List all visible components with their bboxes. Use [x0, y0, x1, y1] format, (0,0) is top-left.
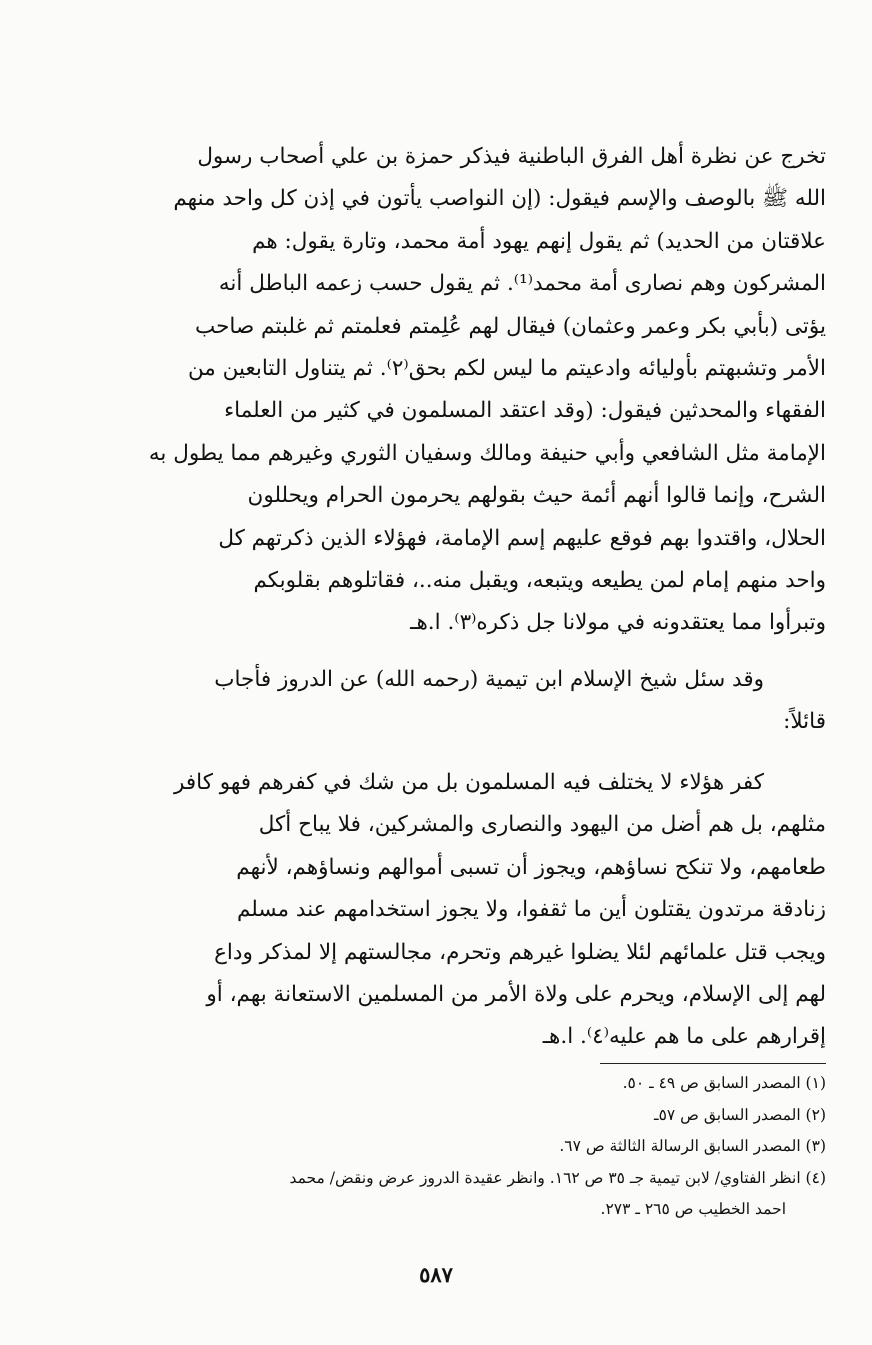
- paragraph-3-quote: [128, 762, 826, 1059]
- text-line: طعامهم، ولا تنكح نساؤهم، ويجوز أن تسبى أموالهم ونساؤهم، لأنهم: [236, 854, 826, 880]
- text-line: الفقهاء والمحدثين فيقول: (وقد اعتقد المسلمون في كثير من العلماء: [224, 398, 826, 424]
- text-line: الحلال، واقتدوا بهم فوقع عليهم إسم الإمامة، فهؤلاء الذين ذكرتهم كل: [218, 525, 826, 551]
- text-line: واحد منهم إمام لمن يطيعه ويتبعه، ويقبل منه..، فقاتلوهم بقلوبكم: [253, 568, 826, 594]
- text-line: الله ﷺ بالوصف والإسم فيقول: (إن النواصب يأتون في إذن كل واحد منهم: [173, 186, 826, 212]
- paragraph-1: [128, 136, 826, 645]
- text-line: الأمر وتشبهتم بأوليائه وادعيتم ما ليس لكم بحق⁽٢⁾. ثم يتناول التابعين من: [187, 356, 826, 382]
- footnote-3: (٣) المصدر السابق الرسالة الثالثة ص ٦٧.: [559, 1137, 826, 1155]
- footnote-4: (٤) انظر الفتاوي/ لابن تيمية جـ ٣٥ ص ١٦٢. وانظر عقيدة الدروز عرض ونقض/ محمد: [289, 1168, 826, 1187]
- text-line: علاقتان من الحديد) ثم يقول إنهم يهود أمة محمد، وتارة يقول: هم: [252, 228, 826, 254]
- text-line: وقد سئل شيخ الإسلام ابن تيمية (رحمه الله) عن الدروز فأجاب: [214, 667, 764, 692]
- footnote-1: (١) المصدر السابق ص ٤٩ ـ ٥٠.: [622, 1074, 826, 1092]
- text-line: ويجب قتل علمائهم لئلا يضلوا غيرهم وتحرم، مجالستهم إلا لمذكر وداع: [214, 939, 826, 965]
- footnote-2: (٢) المصدر السابق ص ٥٧ـ: [654, 1105, 826, 1124]
- text-line: كفر هؤلاء لا يختلف فيه المسلمون بل من شك في كفرهم فهو كافر: [174, 770, 764, 795]
- text-line: مثلهم، بل هم أضل من اليهود والنصارى والمشركين، فلا يباح أكل: [258, 812, 826, 838]
- text-line: يؤتى (بأبي بكر وعمر وعثمان) فيقال لهم عُلِمتم فعلمتم ثم غلبتم صاحب: [195, 313, 826, 339]
- text-line: إقرارهم على ما هم عليه⁽٤⁾. ا.هـ: [542, 1024, 826, 1050]
- text-line: زنادقة مرتدون يقتلون أين ما ثقفوا، ولا يجوز استخدامهم عند مسلم: [236, 897, 826, 923]
- text-line: الشرح، وإنما قالوا أنهم أئمة حيث بقولهم يحرمون الحرام ويحللون: [247, 483, 826, 509]
- text-line: تخرج عن نظرة أهل الفرق الباطنية فيذكر حمزة بن علي أصحاب رسول: [197, 144, 826, 169]
- footnote-4-continued: احمد الخطيب ص ٢٦٥ ـ ٢٧٣.: [600, 1200, 786, 1218]
- paragraph-2: [128, 659, 826, 744]
- page-number: ٥٨٧: [419, 1262, 453, 1287]
- footnotes: [128, 1068, 826, 1226]
- text-line: المشركون وهم نصارى أمة محمد⁽¹⁾. ثم يقول حسب زعمه الباطل أنه: [218, 271, 826, 297]
- text-line: الإمامة مثل الشافعي وأبي حنيفة ومالك وسفيان الثوري وغيرهم مما يطول به: [148, 440, 826, 466]
- footnote-divider: [600, 1063, 826, 1064]
- text-line: وتبرأوا مما يعتقدونه في مولانا جل ذكره⁽٣⁾. ا.هـ: [410, 610, 826, 636]
- text-line: لهم إلى الإسلام، ويحرم على ولاة الأمر من المسلمين الاستعانة بهم، أو: [206, 982, 826, 1008]
- text-line: قائلاً:: [783, 709, 826, 735]
